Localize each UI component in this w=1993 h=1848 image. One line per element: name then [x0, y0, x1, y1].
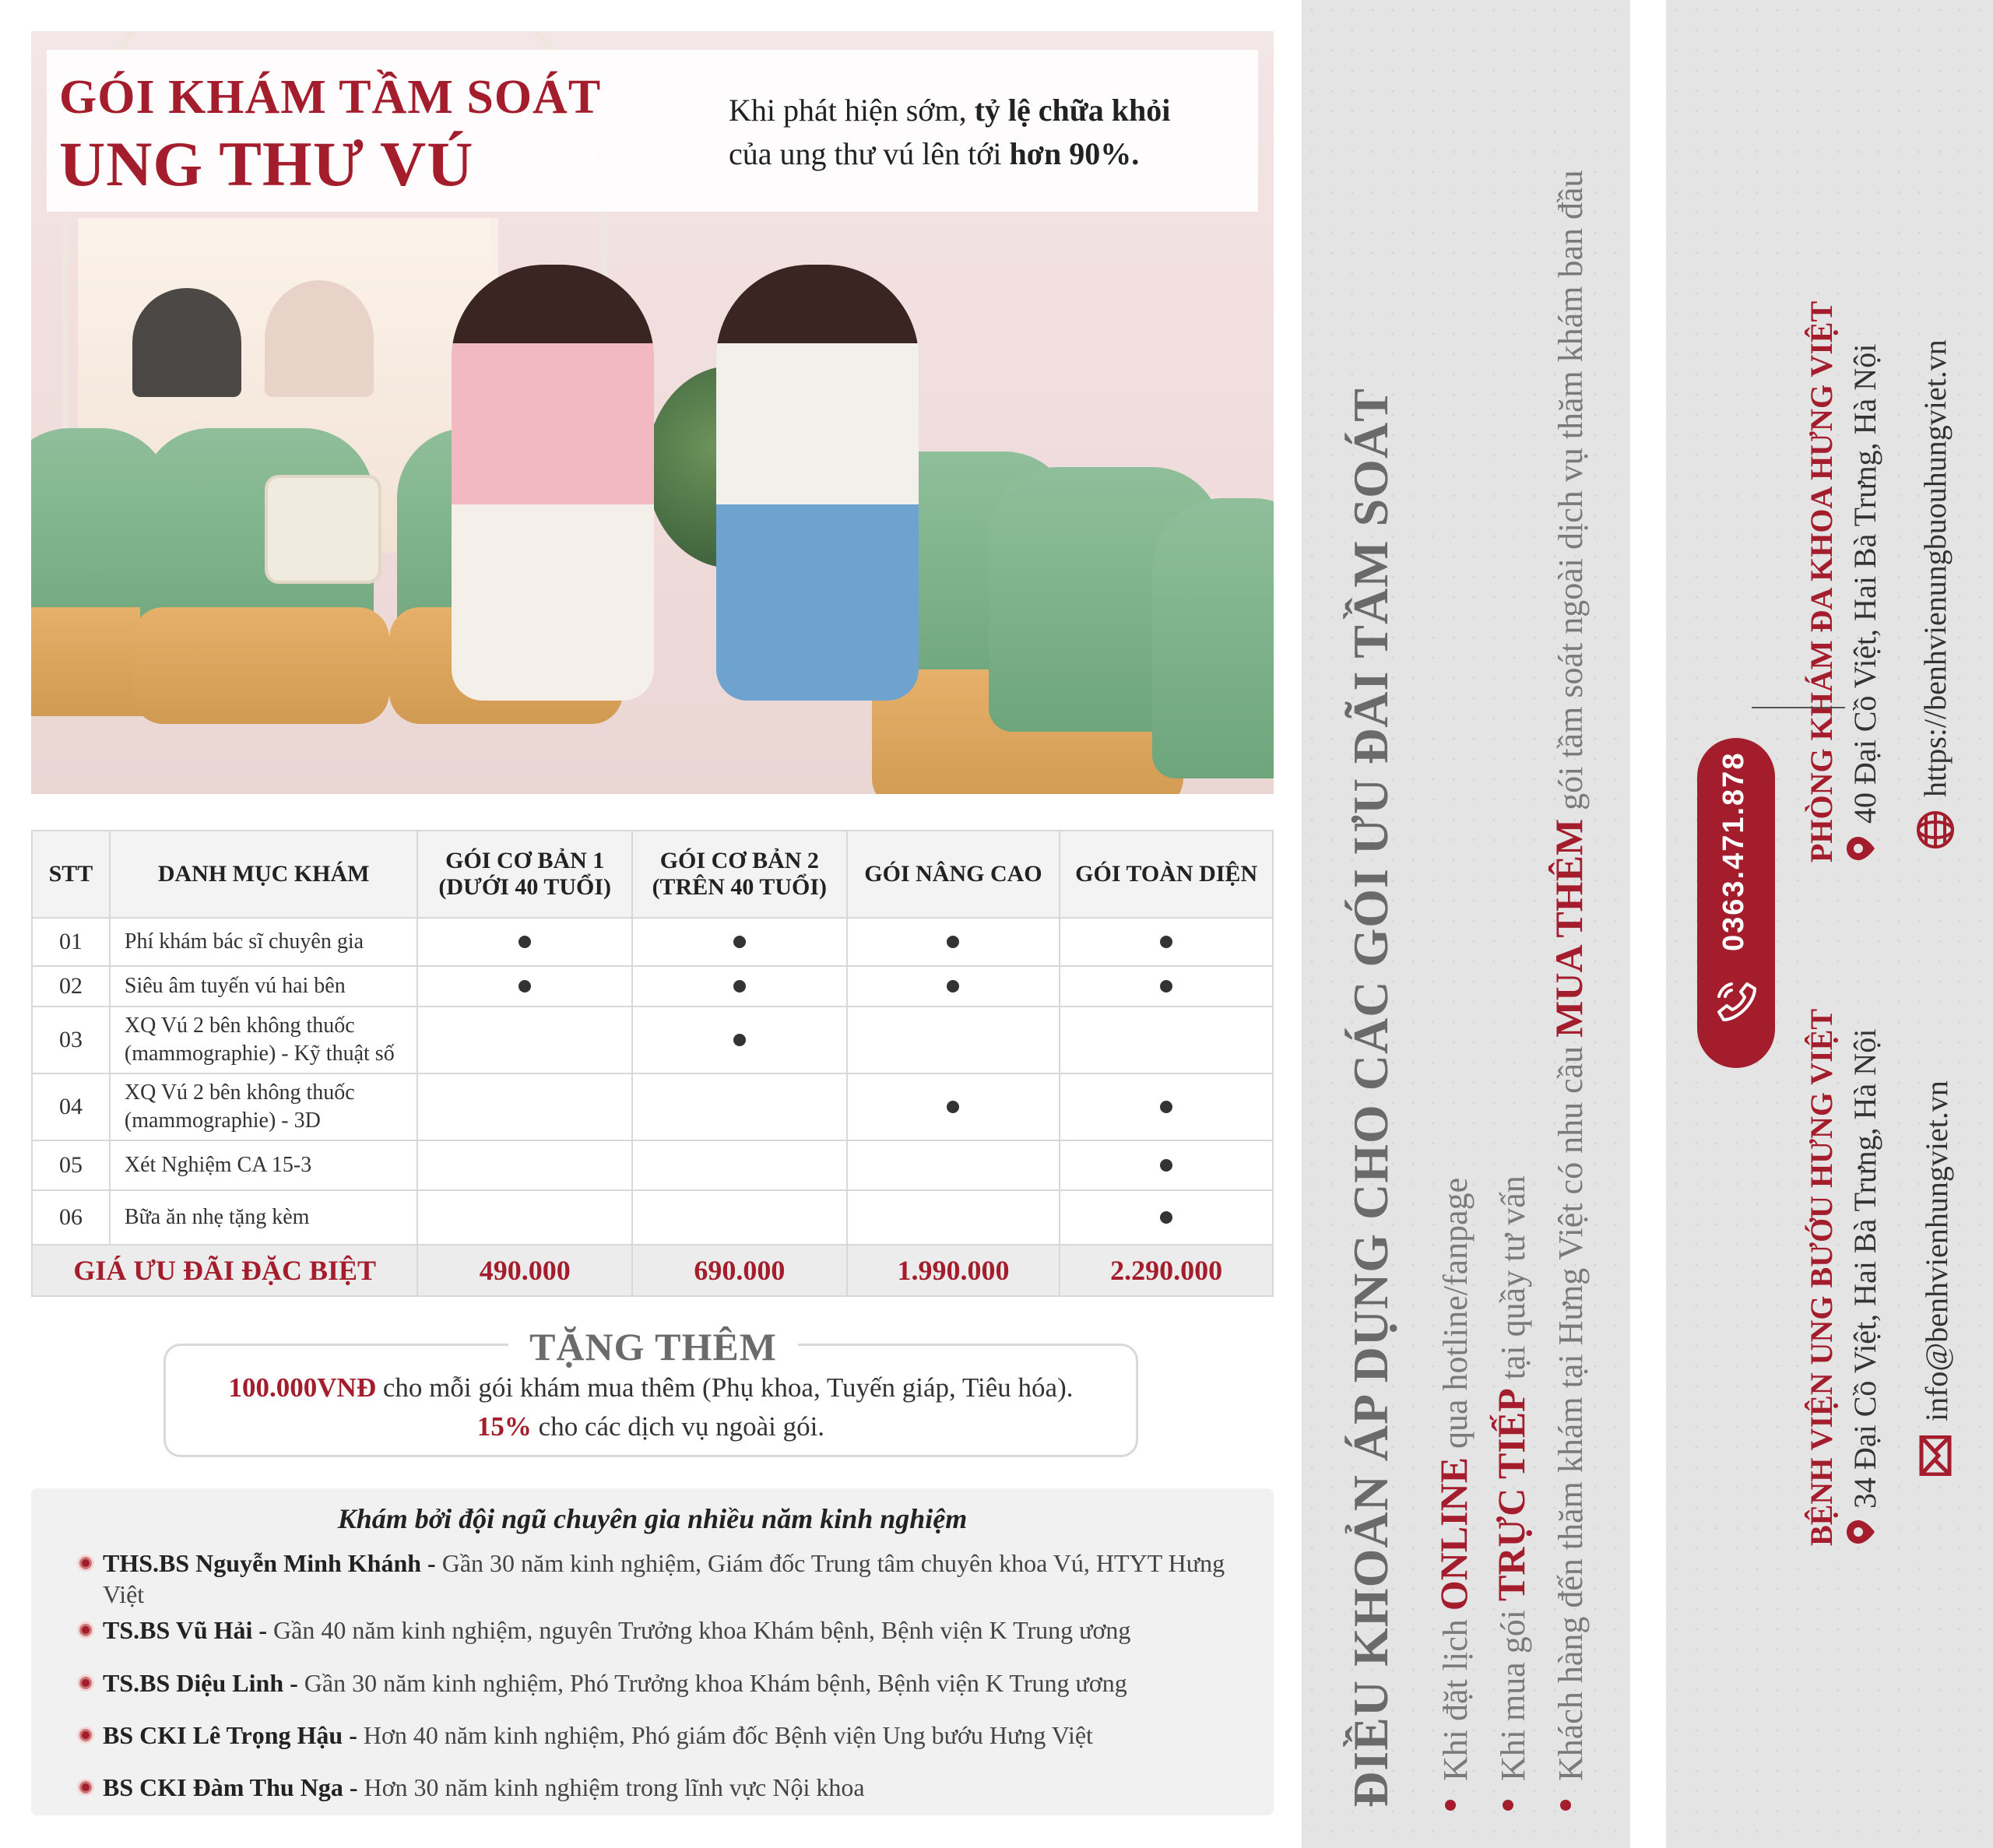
- package-cell: [632, 966, 847, 1007]
- package-cell: [632, 918, 847, 966]
- table-row: [32, 1007, 1273, 1073]
- row-item: Phí khám bác sĩ chuyên gia: [110, 918, 418, 966]
- included-dot-icon: [1160, 1211, 1172, 1224]
- hospital-name: BỆNH VIỆN UNG BƯỚU HƯNG VIỆT: [1804, 1008, 1839, 1546]
- doctors-title: Khám bởi đội ngũ chuyên gia nhiều năm kinh nghiệm: [337, 1503, 968, 1534]
- terms-panel: [1302, 0, 1630, 1848]
- package-cell: [847, 1140, 1060, 1190]
- included-dot-icon: [947, 936, 959, 948]
- table-row: [32, 1140, 1273, 1190]
- terms-line-1: Khi đặt lịch ONLINE qua hotline/fanpage: [1431, 1178, 1476, 1781]
- package-cell: [632, 1007, 847, 1073]
- package-cell: [417, 1140, 632, 1190]
- included-dot-icon: [733, 1034, 746, 1046]
- row-stt: 05: [32, 1140, 110, 1190]
- woman-pink-shirt: [452, 265, 654, 701]
- table-row: [32, 966, 1273, 1007]
- included-dot-icon: [518, 936, 531, 948]
- location-pin-icon: [1845, 833, 1876, 864]
- package-cell: [847, 1190, 1060, 1245]
- package-cell: [1060, 1190, 1273, 1245]
- hero-photo: [31, 31, 1274, 794]
- col-item: DANH MỤC KHÁM: [110, 831, 418, 918]
- package-cell: [417, 1007, 632, 1073]
- row-item: Siêu âm tuyến vú hai bên: [110, 966, 418, 1007]
- table-row: [32, 1190, 1273, 1245]
- title-line1: GÓI KHÁM TẦM SOÁT: [59, 71, 602, 124]
- doctors-box: [31, 1488, 1274, 1815]
- clinic-name: PHÒNG KHÁM ĐA KHOA HƯNG VIỆT: [1804, 300, 1839, 863]
- included-dot-icon: [1160, 1101, 1172, 1113]
- doctor-item: THS.BS Nguyễn Minh Khánh - Gần 30 năm kinh nghiệm, Giám đốc Trung tâm chuyên khoa Vú, HTYT Hưng Việt: [103, 1548, 1255, 1610]
- title-line2: UNG THƯ VÚ: [59, 128, 474, 199]
- bonus-line-2: 15% cho các dịch vụ ngoài gói.: [476, 1411, 825, 1442]
- price-value: 490.000: [417, 1245, 632, 1296]
- phone-button[interactable]: [1697, 738, 1775, 1068]
- included-dot-icon: [733, 936, 746, 948]
- doctor-item: TS.BS Vũ Hải - Gần 40 năm kinh nghiệm, nguyên Trưởng khoa Khám bệnh, Bệnh viện K Trung ương: [103, 1614, 1255, 1646]
- package-cell: [1060, 918, 1273, 966]
- phone-number: 0363.471.878: [1717, 751, 1750, 951]
- package-table: [31, 830, 1274, 1297]
- package-cell: [1060, 1007, 1273, 1073]
- package-cell: [632, 1190, 847, 1245]
- doctor-item: BS CKI Lê Trọng Hậu - Hơn 40 năm kinh nghiệm, Phó giám đốc Bệnh viện Ung bướu Hưng Việt: [103, 1720, 1255, 1751]
- package-cell: [1060, 966, 1273, 1007]
- package-cell: [417, 918, 632, 966]
- globe-icon: [1915, 810, 1956, 850]
- bonus-title: TẶNG THÊM: [508, 1324, 798, 1369]
- row-item: Bữa ăn nhẹ tặng kèm: [110, 1190, 418, 1245]
- title-box: [47, 50, 1258, 212]
- hospital-address: 34 Đại Cồ Việt, Hai Bà Trưng, Hà Nội: [1847, 1028, 1882, 1509]
- package-cell: [847, 966, 1060, 1007]
- price-value: 1.990.000: [847, 1245, 1060, 1296]
- row-item: XQ Vú 2 bên không thuốc (mammographie) - 3D: [110, 1073, 418, 1140]
- included-dot-icon: [518, 980, 531, 993]
- row-stt: 02: [32, 966, 110, 1007]
- clinic-address: 40 Đại Cồ Việt, Hai Bà Trưng, Hà Nội: [1847, 343, 1882, 824]
- package-cell: [417, 966, 632, 1007]
- package-cell: [417, 1073, 632, 1140]
- included-dot-icon: [947, 980, 959, 993]
- price-value: 690.000: [632, 1245, 847, 1296]
- doctor-item: BS CKI Đàm Thu Nga - Hơn 30 năm kinh nghiệm trong lĩnh vực Nội khoa: [103, 1772, 1255, 1803]
- package-cell: [632, 1140, 847, 1190]
- terms-title: ĐIỀU KHOẢN ÁP DỤNG CHO CÁC GÓI ƯU ĐÃI TẦM SOÁT: [1343, 388, 1398, 1808]
- title-quote: Khi phát hiện sớm, tỷ lệ chữa khỏi của ung thư vú lên tới hơn 90%.: [729, 93, 1171, 171]
- doctor-item: TS.BS Diệu Linh - Gần 30 năm kinh nghiệm, Phó Trưởng khoa Khám bệnh, Bệnh viện K Trung ương: [103, 1667, 1255, 1699]
- bonus-box: [163, 1325, 1138, 1457]
- table-header-row: [32, 831, 1273, 918]
- email-link[interactable]: info@benhvienhungviet.vn: [1919, 1080, 1954, 1421]
- terms-line-2: Khi mua gói TRỰC TIẾP tại quầy tư vấn: [1489, 1175, 1534, 1781]
- bonus-line-1: 100.000VNĐ cho mỗi gói khám mua thêm (Phụ khoa, Tuyến giáp, Tiêu hóa).: [228, 1372, 1074, 1403]
- contact-panel: [1666, 0, 1993, 1848]
- row-stt: 01: [32, 918, 110, 966]
- price-row: [32, 1245, 1273, 1296]
- row-stt: 03: [32, 1007, 110, 1073]
- table-row: [32, 1073, 1273, 1140]
- included-dot-icon: [1160, 980, 1172, 993]
- included-dot-icon: [1160, 1159, 1172, 1172]
- package-cell: [847, 1007, 1060, 1073]
- package-cell: [847, 1073, 1060, 1140]
- package-cell: [417, 1190, 632, 1245]
- email-icon: [1918, 1435, 1953, 1476]
- website-link[interactable]: https://benhvienungbuouhungviet.vn: [1917, 339, 1953, 797]
- col-stt: STT: [32, 831, 110, 918]
- woman-white-shirt: [716, 265, 919, 701]
- terms-line-3: Khách hàng đến thăm khám tại Hưng Việt có nhu cầu MUA THÊM gói tầm soát ngoài dịch vụ thăm khám ban đầu: [1546, 170, 1591, 1781]
- package-cell: [1060, 1073, 1273, 1140]
- included-dot-icon: [947, 1101, 959, 1113]
- row-stt: 04: [32, 1073, 110, 1140]
- col-full: GÓI TOÀN DIỆN: [1060, 831, 1273, 918]
- price-label: GIÁ ƯU ĐÃI ĐẶC BIỆT: [32, 1245, 417, 1296]
- row-stt: 06: [32, 1190, 110, 1245]
- phone-icon: [1711, 976, 1761, 1026]
- included-dot-icon: [1160, 936, 1172, 948]
- row-item: Xét Nghiệm CA 15-3: [110, 1140, 418, 1190]
- package-cell: [1060, 1140, 1273, 1190]
- col-basic2: GÓI CƠ BẢN 2 (TRÊN 40 TUỔI): [632, 831, 847, 918]
- table-row: [32, 918, 1273, 966]
- row-item: XQ Vú 2 bên không thuốc (mammographie) - Kỹ thuật số: [110, 1007, 418, 1073]
- col-basic1: GÓI CƠ BẢN 1 (DƯỚI 40 TUỔI): [417, 831, 632, 918]
- col-advanced: GÓI NÂNG CAO: [847, 831, 1060, 918]
- package-cell: [632, 1073, 847, 1140]
- location-pin-icon: [1845, 1516, 1876, 1548]
- price-value: 2.290.000: [1060, 1245, 1273, 1296]
- included-dot-icon: [733, 980, 746, 993]
- package-cell: [847, 918, 1060, 966]
